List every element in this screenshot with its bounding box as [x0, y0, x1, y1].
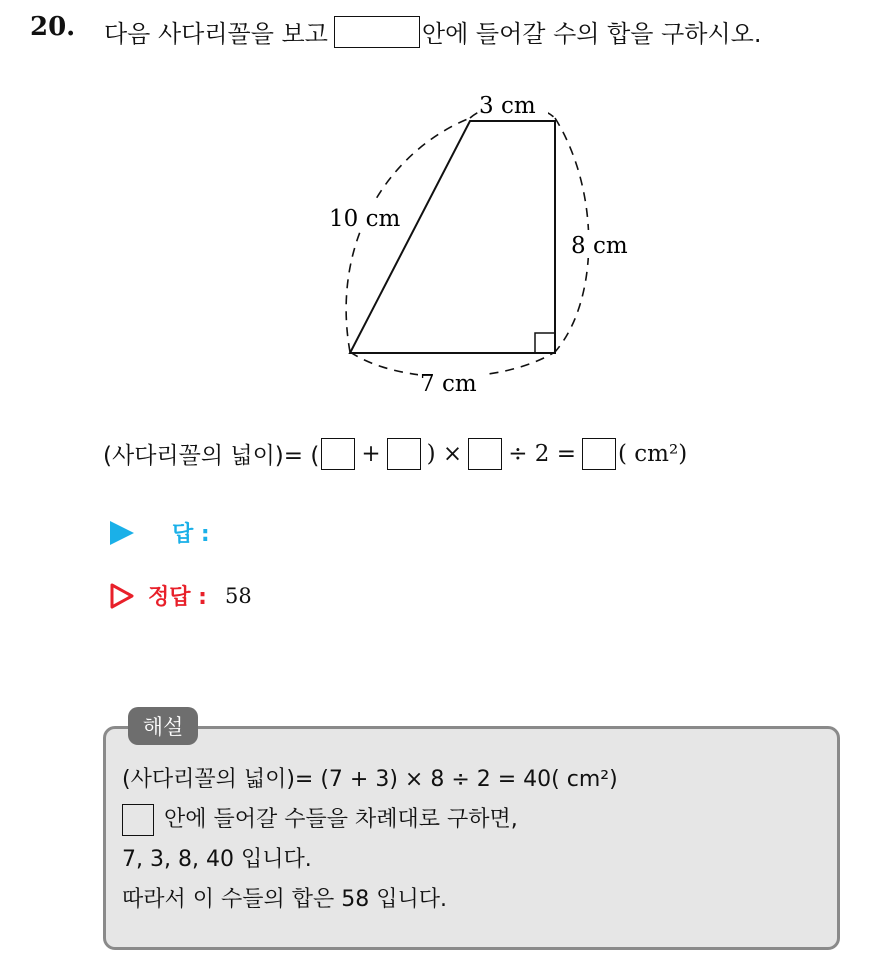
- explanation-text: [122, 760, 618, 920]
- answer-row: [110, 517, 210, 548]
- question-number: 20.: [30, 12, 76, 42]
- correct-label: 정답 :: [148, 585, 207, 610]
- question-text-after: 안에 들어갈 수의 합을 구하시오.: [421, 20, 762, 48]
- formula-div2eq: ÷ 2 =: [508, 440, 576, 467]
- correct-value: 58: [224, 583, 252, 608]
- bottom-side-label: 7 cm: [420, 371, 477, 397]
- question-text-before: 다음 사다리꼴을 보고: [104, 20, 328, 48]
- explanation-line-2-wrap: [122, 800, 618, 840]
- formula-blank-4: [582, 438, 616, 470]
- explanation-line-1: (사다리꼴의 넓이)= (7 + 3) × 8 ÷ 2 = 40( cm²): [122, 767, 618, 792]
- explanation-tab: 해설: [128, 707, 198, 745]
- formula-blank-1: [321, 438, 355, 470]
- formula-prefix: (사다리꼴의 넓이)= (: [103, 443, 320, 469]
- left-dashed-arc: [346, 118, 470, 352]
- trapezoid-figure: [300, 88, 660, 408]
- right-side-label: 8 cm: [571, 233, 628, 259]
- filled-triangle-icon: [110, 521, 134, 545]
- explanation-line-2: 안에 들어갈 수들을 차례대로 구하면,: [164, 807, 518, 832]
- outline-triangle-icon: [110, 583, 134, 609]
- formula-unit: ( cm²): [618, 440, 688, 467]
- formula-blank-2: [387, 438, 421, 470]
- answer-blank-box: [334, 16, 420, 48]
- trapezoid-shape: [350, 121, 555, 353]
- right-angle-mark: [535, 333, 555, 353]
- explanation-line-3: 7, 3, 8, 40 입니다.: [122, 847, 312, 872]
- top-side-label: 3 cm: [479, 93, 536, 119]
- formula-plus: +: [361, 440, 381, 467]
- area-formula: [103, 437, 687, 470]
- correct-answer-row: [110, 580, 252, 611]
- formula-blank-3: [468, 438, 502, 470]
- explanation-blank-box: [122, 804, 154, 836]
- question-text: [104, 14, 761, 49]
- left-side-label: 10 cm: [329, 206, 401, 232]
- formula-close-times: ) ×: [426, 440, 463, 467]
- answer-label: 답 :: [172, 522, 210, 547]
- explanation-line-4: 따라서 이 수들의 합은 58 입니다.: [122, 887, 447, 912]
